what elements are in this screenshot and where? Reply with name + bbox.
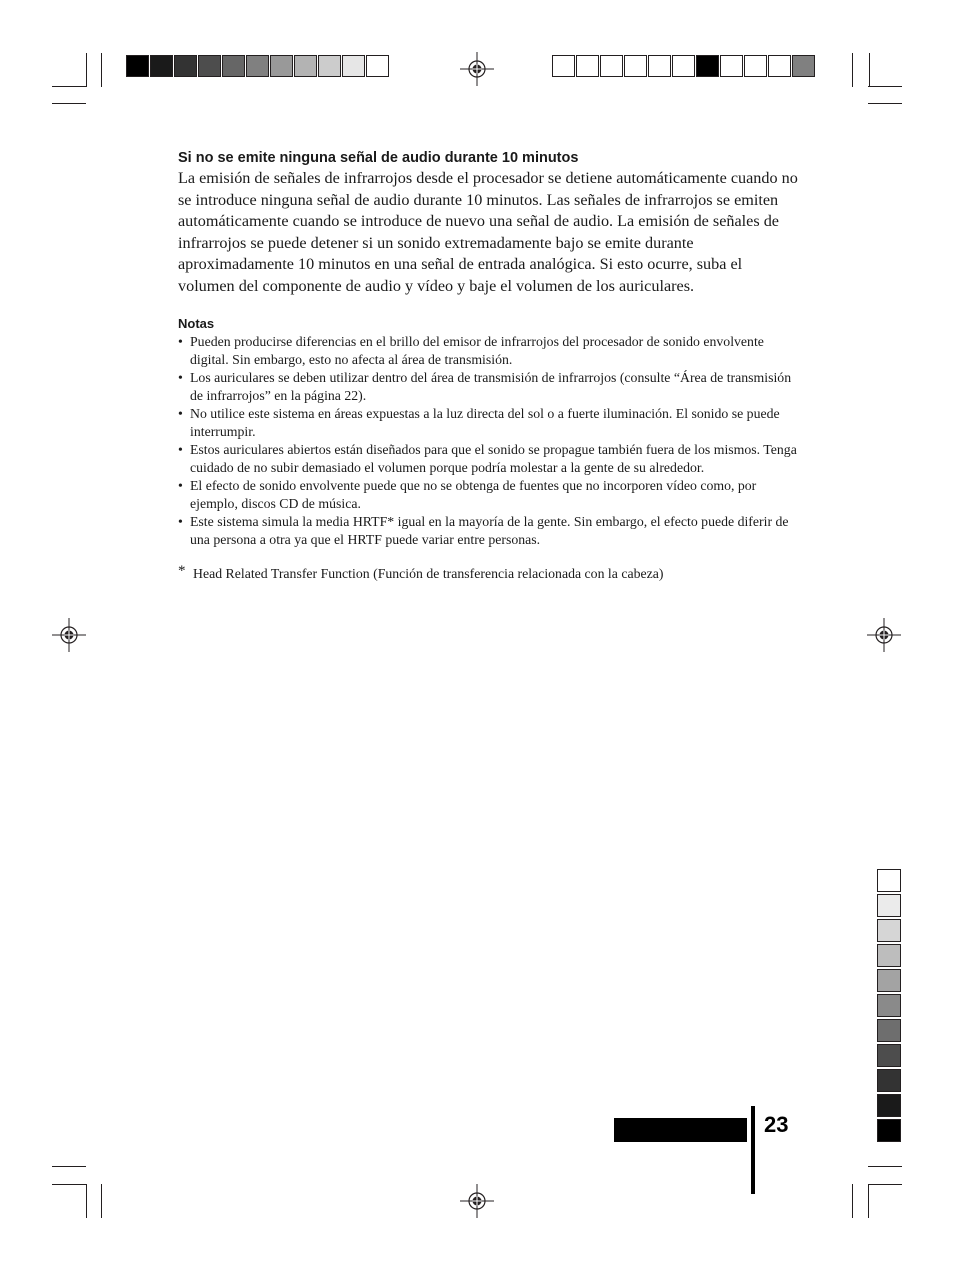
note-text: Pueden producirse diferencias en el brillo del emisor de infrarrojos del procesador de sonido envolvente digital. Sin embargo, esto no afecta al área de transmisión. [190, 334, 764, 367]
color-swatch [150, 55, 173, 77]
color-swatch [366, 55, 389, 77]
color-swatch [877, 1119, 901, 1142]
footnote-text: Head Related Transfer Function (Función de transferencia relacionada con la cabeza) [193, 566, 664, 581]
color-swatch [246, 55, 269, 77]
registration-mark-icon [52, 618, 86, 652]
bullet: • [178, 478, 183, 493]
bullet: • [178, 370, 183, 385]
note-item [178, 513, 798, 549]
color-swatch [222, 55, 245, 77]
color-swatch [877, 1094, 901, 1117]
note-item [178, 405, 798, 441]
color-swatch [877, 1019, 901, 1042]
color-swatch [648, 55, 671, 77]
color-swatch [877, 869, 901, 892]
color-swatch [294, 55, 317, 77]
color-swatch [318, 55, 341, 77]
gray-scale-bar-top-right [552, 55, 816, 77]
note-text: Este sistema simula la media HRTF* igual en la mayoría de la gente. Sin embargo, el efecto puede diferir de una persona a otra ya que el HRTF puede variar entre personas. [190, 514, 789, 547]
registration-mark-icon [460, 1184, 494, 1218]
color-swatch [552, 55, 575, 77]
color-swatch [768, 55, 791, 77]
color-swatch [877, 1069, 901, 1092]
color-swatch [877, 1044, 901, 1067]
color-swatch [877, 944, 901, 967]
note-text: El efecto de sonido envolvente puede que no se obtenga de fuentes que no incorporen vídeo como, por ejemplo, discos CD de música. [190, 478, 757, 511]
color-swatch [744, 55, 767, 77]
note-item [178, 369, 798, 405]
bullet: • [178, 442, 183, 457]
color-swatch [720, 55, 743, 77]
section-heading: Si no se emite ninguna señal de audio durante 10 minutos [178, 150, 579, 166]
page-number: 23 [764, 1112, 789, 1137]
note-item [178, 333, 798, 369]
page-number-rule [751, 1106, 755, 1194]
gray-scale-bar-top-left [126, 55, 390, 77]
notes-title: Notas [178, 316, 215, 331]
page-content [178, 148, 798, 583]
color-swatch [877, 919, 901, 942]
section-tab-bar [614, 1118, 747, 1142]
registration-mark-icon [460, 52, 494, 86]
footnote [178, 565, 798, 583]
gray-scale-bar-side [877, 869, 901, 1144]
color-swatch [342, 55, 365, 77]
color-swatch [877, 894, 901, 917]
color-swatch [877, 994, 901, 1017]
color-swatch [600, 55, 623, 77]
section-body: La emisión de señales de infrarrojos desde el procesador se detiene automáticamente cuando no se introduce ninguna señal de audio durante 10 minutos. Las señales de infrarrojos se emiten automáticamente cuando se introduce de nuevo una señal de audio. La emisión de señales de infrarrojos se puede detener si un sonido extremadamente bajo se emite durante aproximadamente 10 minutos en una señal de entrada analógica. Si esto ocurre, suba el volumen del componente de audio y vídeo y baje el volumen de los auriculares. [178, 169, 798, 295]
note-text: Los auriculares se deben utilizar dentro del área de transmisión de infrarrojos (consulte “Área de transmisión de infrarrojos” en la página 22). [190, 370, 792, 403]
registration-mark-icon [867, 618, 901, 652]
bullet: • [178, 334, 183, 349]
color-swatch [696, 55, 719, 77]
footnote-mark: * [178, 563, 186, 579]
color-swatch [792, 55, 815, 77]
color-swatch [576, 55, 599, 77]
color-swatch [174, 55, 197, 77]
note-item [178, 441, 798, 477]
bullet: • [178, 514, 183, 529]
note-item [178, 477, 798, 513]
color-swatch [198, 55, 221, 77]
notes-list [178, 333, 798, 549]
bullet: • [178, 406, 183, 421]
note-text: Estos auriculares abiertos están diseñados para que el sonido se propague también fuera de los mismos. Tenga cuidado de no subir demasiado el volumen porque podría molestar a la gente de su alrededor. [190, 442, 797, 475]
color-swatch [270, 55, 293, 77]
color-swatch [877, 969, 901, 992]
note-text: No utilice este sistema en áreas expuestas a la luz directa del sol o a fuerte iluminación. El sonido se puede interrumpir. [190, 406, 780, 439]
color-swatch [126, 55, 149, 77]
color-swatch [672, 55, 695, 77]
color-swatch [624, 55, 647, 77]
